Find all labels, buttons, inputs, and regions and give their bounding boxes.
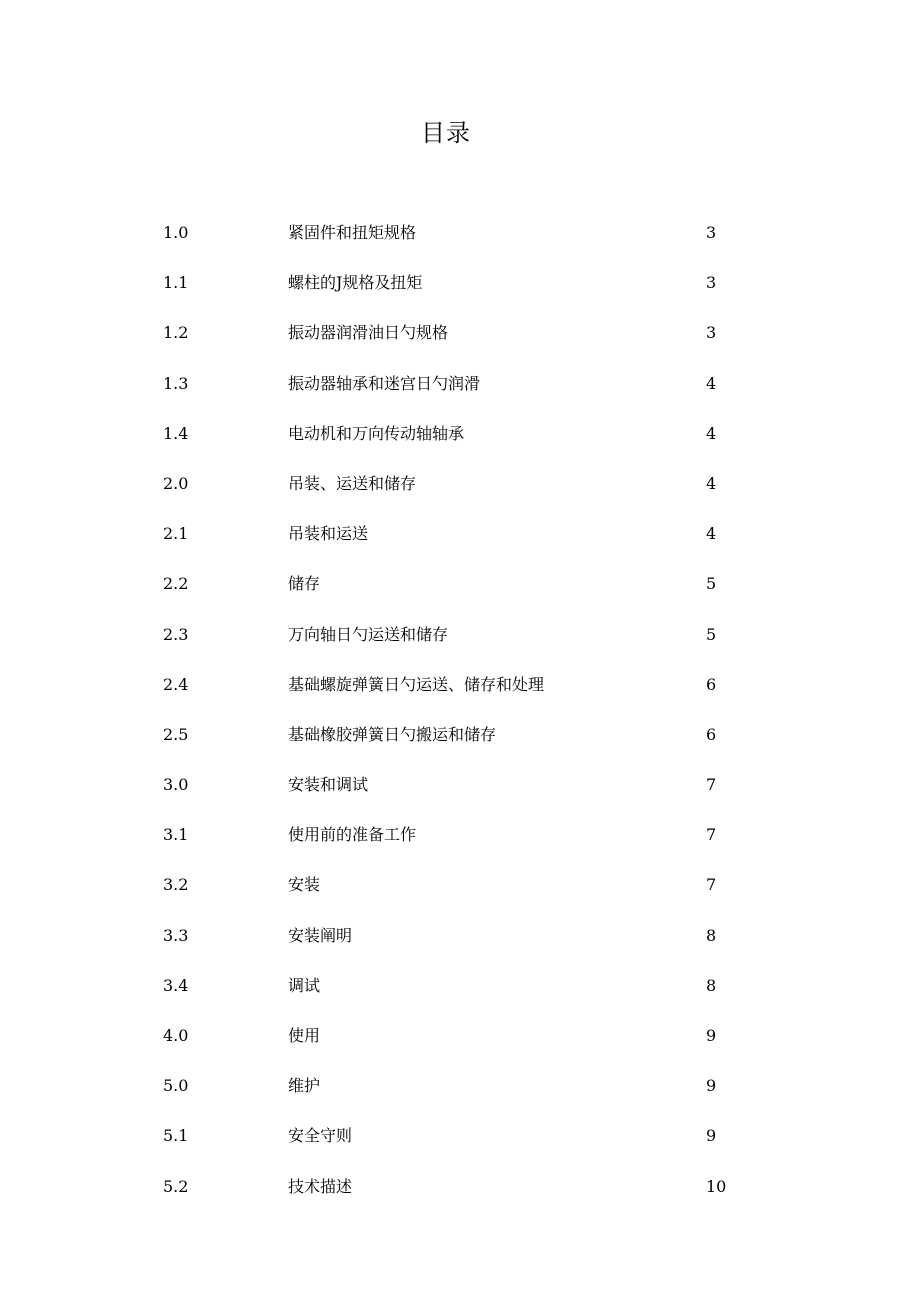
toc-entry-page: 3 — [706, 323, 717, 343]
toc-entry — [0, 765, 920, 815]
toc-entry-title: 安装阐明 — [288, 925, 353, 945]
toc-entry-title: 电动机和万向传动轴轴承 — [288, 423, 465, 443]
toc-entry-page: 9 — [706, 1026, 717, 1045]
toc-entry-title: 吊装和运送 — [288, 524, 369, 544]
toc-entry — [0, 865, 920, 915]
toc-entry-page: 5 — [706, 624, 717, 644]
toc-entry-number: 2.0 — [163, 473, 189, 493]
toc-entry-title: 使用 — [288, 1026, 321, 1045]
toc-entry-title: 安全守则 — [288, 1126, 353, 1146]
toc-entry — [0, 966, 920, 1016]
toc-entry-title: 调试 — [288, 975, 321, 995]
toc-entry — [0, 1066, 920, 1116]
toc-entry-title: 技术描述 — [288, 1176, 353, 1196]
toc-entry-title: 安装 — [288, 875, 321, 895]
toc-entry-number: 3.0 — [163, 775, 189, 795]
toc-entry-page: 8 — [706, 975, 717, 995]
toc-entry-number: 1.2 — [163, 323, 189, 343]
toc-entry-page: 3 — [706, 273, 717, 293]
toc-entry-title: 基础螺旋弹簧日勺运送、储存和处理 — [288, 674, 545, 694]
toc-entry — [0, 564, 920, 614]
toc-entry-number: 1.1 — [163, 273, 189, 293]
toc-entry — [0, 1016, 920, 1066]
toc-entry-number: 4.0 — [163, 1026, 189, 1045]
toc-entry-number: 2.5 — [163, 724, 189, 744]
toc-entry-page: 4 — [706, 524, 717, 544]
toc-entry-title: 振动器润滑油日勺规格 — [288, 323, 449, 343]
toc-entry-page: 8 — [706, 925, 717, 945]
toc-entry-number: 3.1 — [163, 825, 189, 845]
toc-entry-page: 6 — [706, 724, 717, 744]
table-of-contents — [0, 213, 920, 1217]
toc-entry-title: 使用前的准备工作 — [288, 825, 417, 845]
toc-entry-title: 吊装、运送和储存 — [288, 473, 417, 493]
toc-entry-title: 安装和调试 — [288, 775, 369, 795]
toc-entry-title: 万向轴日勺运送和储存 — [288, 624, 449, 644]
toc-entry — [0, 665, 920, 715]
toc-entry-number: 2.4 — [163, 674, 189, 694]
toc-entry-title: 维护 — [288, 1076, 321, 1096]
toc-entry-number: 2.1 — [163, 524, 189, 544]
toc-entry — [0, 213, 920, 263]
toc-entry-title: 振动器轴承和迷宫日勺润滑 — [288, 373, 481, 393]
toc-entry — [0, 615, 920, 665]
toc-entry — [0, 263, 920, 313]
toc-entry — [0, 364, 920, 414]
toc-entry — [0, 464, 920, 514]
toc-entry-number: 5.1 — [163, 1126, 189, 1146]
toc-entry-page: 10 — [706, 1176, 727, 1196]
toc-entry — [0, 1116, 920, 1166]
toc-entry-page: 7 — [706, 775, 717, 795]
toc-entry-page: 4 — [706, 373, 717, 393]
page-title: 目录 — [421, 119, 471, 147]
toc-entry-page: 7 — [706, 875, 717, 895]
toc-entry-title: 螺柱的J规格及扭矩 — [288, 273, 423, 293]
toc-entry-number: 2.2 — [163, 574, 189, 594]
toc-entry-number: 3.3 — [163, 925, 189, 945]
toc-entry-number: 5.0 — [163, 1076, 189, 1096]
toc-entry-number: 5.2 — [163, 1176, 189, 1196]
toc-entry-title: 基础橡胶弹簧日勺搬运和储存 — [288, 724, 497, 744]
toc-entry-number: 3.4 — [163, 975, 189, 995]
toc-entry-title: 紧固件和扭矩规格 — [288, 223, 417, 242]
toc-entry-page: 9 — [706, 1126, 717, 1146]
toc-entry — [0, 715, 920, 765]
toc-entry-number: 2.3 — [163, 624, 189, 644]
toc-entry-page: 4 — [706, 423, 717, 443]
toc-entry-page: 9 — [706, 1076, 717, 1096]
toc-entry — [0, 514, 920, 564]
toc-entry-number: 1.4 — [163, 423, 189, 443]
toc-entry-page: 4 — [706, 473, 717, 493]
toc-entry-number: 1.3 — [163, 373, 189, 393]
toc-entry-number: 3.2 — [163, 875, 189, 895]
toc-entry-page: 3 — [706, 223, 717, 242]
toc-entry — [0, 1167, 920, 1217]
toc-entry — [0, 414, 920, 464]
toc-entry-number: 1.0 — [163, 223, 189, 242]
toc-entry — [0, 916, 920, 966]
toc-entry-page: 6 — [706, 674, 717, 694]
toc-entry-page: 7 — [706, 825, 717, 845]
toc-entry-page: 5 — [706, 574, 717, 594]
toc-entry — [0, 815, 920, 865]
toc-entry-title: 储存 — [288, 574, 321, 594]
toc-entry — [0, 313, 920, 363]
